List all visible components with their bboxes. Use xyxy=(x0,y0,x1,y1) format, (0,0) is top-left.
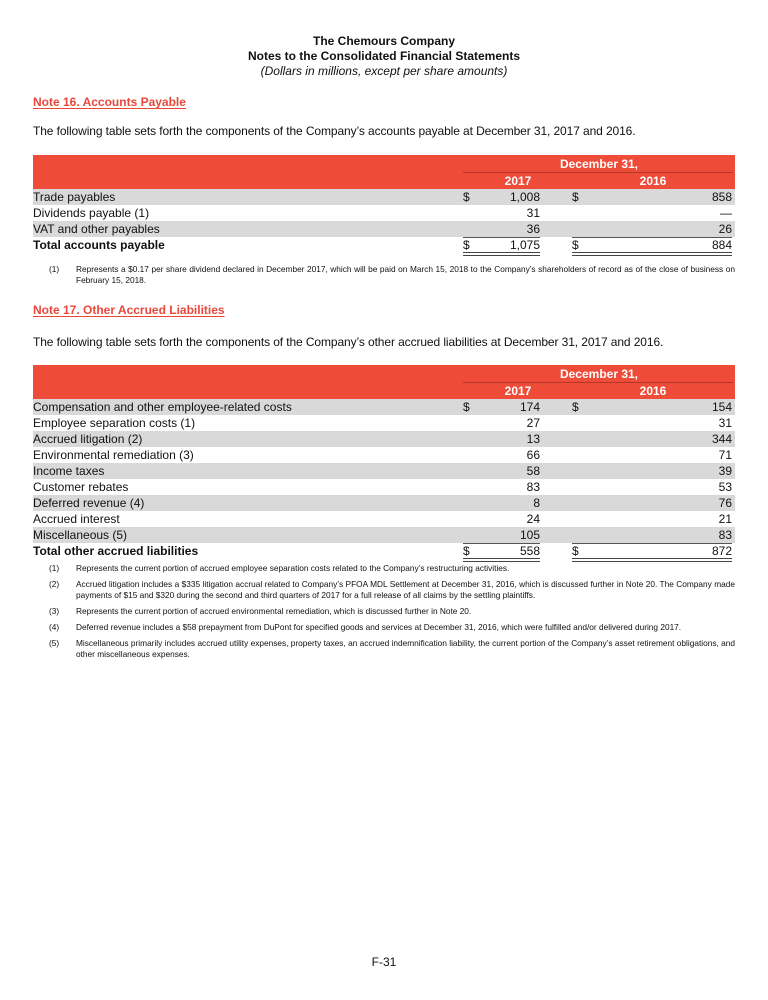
table-row xyxy=(33,415,735,431)
row-label: Compensation and other employee-related costs xyxy=(33,400,292,414)
footnote-number: (3) xyxy=(49,606,60,616)
footnote-number: (1) xyxy=(49,264,60,274)
accounts-payable-table xyxy=(33,155,735,253)
column-header-2016: 2016 xyxy=(639,384,667,398)
value-2016: 83 xyxy=(718,528,732,542)
value-2016: 858 xyxy=(711,190,732,204)
value-2016: 26 xyxy=(718,222,732,236)
dollar-sign: $ xyxy=(463,400,470,414)
table-row xyxy=(33,495,735,511)
row-label: Dividends payable (1) xyxy=(33,206,150,220)
dollar-sign: $ xyxy=(463,190,470,204)
value-2016: 21 xyxy=(718,512,732,526)
note-17-footnotes xyxy=(49,563,735,665)
value-2017: 58 xyxy=(526,464,540,478)
value-2017: 13 xyxy=(526,432,540,446)
footnote xyxy=(49,622,735,633)
double-underline xyxy=(572,252,732,256)
note-16-footnotes xyxy=(49,264,735,291)
footnote-text: Represents the current portion of accrued environmental remediation, which is discussed further in Note 20. xyxy=(76,606,472,616)
footnote-text: Deferred revenue includes a $58 prepayment from DuPont for specified goods and services at December 31, 2016, which were fulfilled and/or delivered during 2017. xyxy=(76,622,682,632)
footnote xyxy=(49,579,735,601)
value-2017: 36 xyxy=(526,222,540,236)
value-2016: 53 xyxy=(718,480,732,494)
dollar-sign: $ xyxy=(572,400,579,414)
footnote-number: (5) xyxy=(49,638,60,648)
table-row xyxy=(33,527,735,543)
value-2016: — xyxy=(720,206,732,220)
row-label: Accrued interest xyxy=(33,512,120,526)
row-label: Deferred revenue (4) xyxy=(33,496,145,510)
other-accrued-liabilities-table xyxy=(33,365,735,559)
header-divider xyxy=(463,172,733,173)
table-row xyxy=(33,205,735,221)
value-2017: 83 xyxy=(526,480,540,494)
dollar-sign: $ xyxy=(463,238,470,252)
total-2016: 884 xyxy=(711,238,732,252)
table-row xyxy=(33,511,735,527)
note-16-intro: The following table sets forth the components of the Company’s accounts payable at December 31, 2017 and 2016. xyxy=(33,124,636,138)
note-16-heading: Note 16. Accounts Payable xyxy=(33,95,186,109)
table-row xyxy=(33,447,735,463)
double-underline xyxy=(572,558,732,562)
value-2017: 8 xyxy=(533,496,540,510)
value-2017: 27 xyxy=(526,416,540,430)
value-2016: 344 xyxy=(711,432,732,446)
table-row xyxy=(33,479,735,495)
period-header: December 31, xyxy=(559,157,639,171)
value-2017: 31 xyxy=(526,206,540,220)
value-2016: 31 xyxy=(718,416,732,430)
total-2017: 558 xyxy=(519,544,540,558)
row-label: VAT and other payables xyxy=(33,222,160,236)
footnote xyxy=(49,264,735,286)
row-label: Trade payables xyxy=(33,190,116,204)
footnote xyxy=(49,638,735,660)
table-row xyxy=(33,221,735,237)
value-2016: 71 xyxy=(718,448,732,462)
row-label: Accrued litigation (2) xyxy=(33,432,143,446)
total-2017: 1,075 xyxy=(509,238,540,252)
value-2016: 154 xyxy=(711,400,732,414)
table-row xyxy=(33,399,735,415)
dollar-sign: $ xyxy=(572,238,579,252)
footnote xyxy=(49,606,735,617)
value-2017: 1,008 xyxy=(509,190,540,204)
company-name: The Chemours Company xyxy=(312,34,456,48)
column-header-2017: 2017 xyxy=(504,384,532,398)
document-title-block xyxy=(0,34,768,79)
footnote-text: Represents the current portion of accrued employee separation costs related to the Company’s restructuring activities. xyxy=(76,563,510,573)
dollar-sign: $ xyxy=(572,544,579,558)
note-17-intro: The following table sets forth the components of the Company’s other accrued liabilities at December 31, 2017 and 2016. xyxy=(33,335,664,349)
value-2017: 174 xyxy=(519,400,540,414)
dollar-sign: $ xyxy=(463,544,470,558)
table-row xyxy=(33,463,735,479)
row-label: Employee separation costs (1) xyxy=(33,416,196,430)
table-row xyxy=(33,189,735,205)
value-2016: 76 xyxy=(718,496,732,510)
note-17-heading: Note 17. Other Accrued Liabilities xyxy=(33,303,225,317)
table-header xyxy=(33,155,735,189)
header-divider xyxy=(463,382,733,383)
table-row xyxy=(33,431,735,447)
column-header-2016: 2016 xyxy=(639,174,667,188)
total-label: Total accounts payable xyxy=(33,238,165,252)
double-underline xyxy=(463,252,540,256)
row-label: Customer rebates xyxy=(33,480,129,494)
footnote-number: (4) xyxy=(49,622,60,632)
footnote-text: Represents a $0.17 per share dividend declared in December 2017, which will be paid on March 15, 2018 to the Company’s shareholders of record as of the close of business on February 15, 2018. xyxy=(76,264,735,285)
period-header: December 31, xyxy=(559,367,639,381)
document-subtitle: (Dollars in millions, except per share amounts) xyxy=(260,64,508,78)
total-2016: 872 xyxy=(711,544,732,558)
document-title: Notes to the Consolidated Financial Statements xyxy=(247,49,521,63)
value-2017: 66 xyxy=(526,448,540,462)
total-row xyxy=(33,237,735,253)
footnote xyxy=(49,563,735,574)
total-label: Total other accrued liabilities xyxy=(33,544,199,558)
row-label: Miscellaneous (5) xyxy=(33,528,128,542)
total-row xyxy=(33,543,735,559)
dollar-sign: $ xyxy=(572,190,579,204)
footnote-text: Miscellaneous primarily includes accrued utility expenses, property taxes, an accrued indemnification liability, the current portion of the Company’s asset retirement obligations, and other miscellaneous expenses. xyxy=(76,638,735,659)
table-header xyxy=(33,365,735,399)
double-underline xyxy=(463,558,540,562)
footnote-number: (2) xyxy=(49,579,60,589)
value-2017: 105 xyxy=(519,528,540,542)
row-label: Income taxes xyxy=(33,464,105,478)
footnote-text: Accrued litigation includes a $335 litigation accrual related to Company’s PFOA MDL Settlement at December 31, 2016, which is discussed further in Note 20. The Company made payments of $15 and $320 during the second and third quarters of 2017 for a full release of all claims by the settling plaintiffs. xyxy=(76,579,735,600)
footnote-number: (1) xyxy=(49,563,60,573)
row-label: Environmental remediation (3) xyxy=(33,448,194,462)
value-2016: 39 xyxy=(718,464,732,478)
page-number: F-31 xyxy=(371,955,397,969)
value-2017: 24 xyxy=(526,512,540,526)
column-header-2017: 2017 xyxy=(504,174,532,188)
